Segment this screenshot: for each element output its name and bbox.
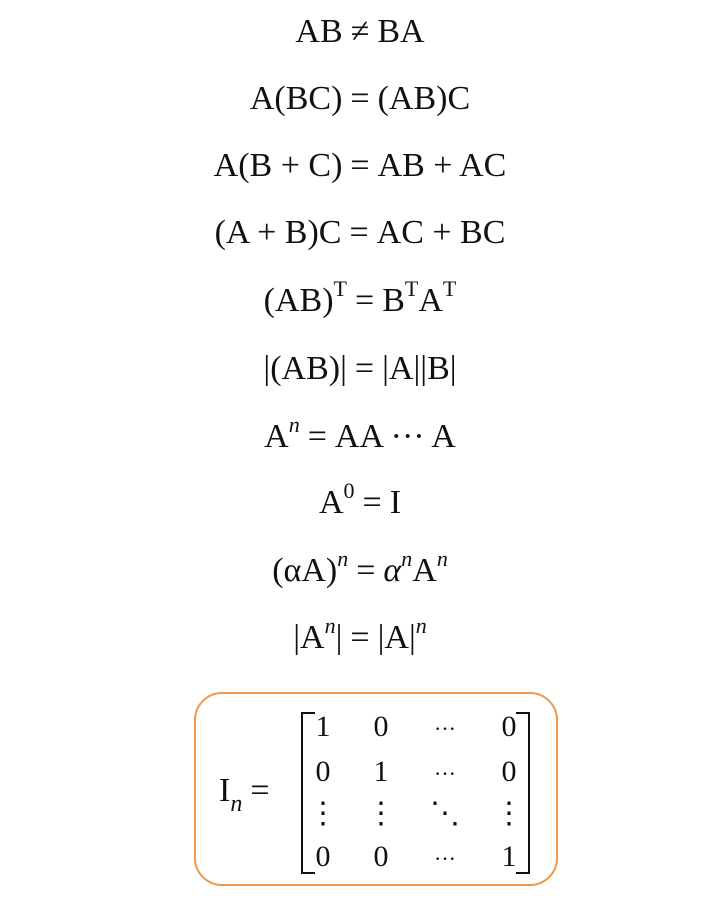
eq4-right: AC + BC <box>376 214 506 251</box>
eq4-left: (A + B)C <box>214 214 342 251</box>
eq5-left-base: (AB) <box>263 282 334 319</box>
eq9-r2: A <box>412 552 437 589</box>
eq1-right: BA <box>377 13 425 50</box>
matrix-cell-r1c1: 1 <box>315 710 331 743</box>
eq9-r2-sup: n <box>436 546 448 571</box>
matrix-cell-r3c4: ⋮ <box>494 797 524 830</box>
eq7-left-base: A <box>264 418 289 455</box>
eq9-r1: α <box>383 552 402 589</box>
eq5-r1-sup: T <box>404 276 419 301</box>
eq4-operator: = <box>349 214 369 251</box>
eq9-left-base: (αA) <box>272 552 338 589</box>
eq10-left-open: |A <box>293 619 325 656</box>
eq6-operator: = <box>354 350 375 387</box>
matrix-cell-r1c2: 0 <box>373 710 389 743</box>
equation-associativity <box>0 79 720 119</box>
eq8-operator: = <box>362 484 382 521</box>
matrix-cell-r3c1: ⋮ <box>308 797 338 830</box>
equation-matrix-power <box>0 412 720 457</box>
equation-left-distributivity <box>0 146 720 186</box>
eq7-operator: = <box>307 418 327 455</box>
matrix-cell-r4c1: 0 <box>315 840 331 873</box>
eq5-r2: A <box>418 282 443 319</box>
equation-determinant-power <box>0 613 720 658</box>
eq10-left-close: | <box>335 619 343 656</box>
eq10-left-sup: n <box>324 613 336 638</box>
eq6-right: |A||B| <box>382 350 457 387</box>
eq3-operator: = <box>350 147 370 184</box>
equation-zero-power <box>0 478 720 523</box>
eq5-left-sup: T <box>333 276 347 301</box>
eq2-operator: = <box>350 80 370 117</box>
eq2-left: A(BC) <box>249 80 343 117</box>
equation-scalar-power <box>0 546 720 591</box>
identity-label-base: I <box>219 772 231 809</box>
eq1-operator: ≠ <box>350 13 370 50</box>
eq5-r2-sup: T <box>442 276 457 301</box>
eq10-operator: = <box>350 619 370 656</box>
eq2-right: (AB)C <box>377 80 471 117</box>
equation-determinant-product <box>0 349 720 389</box>
eq6-left: |(AB)| <box>263 350 347 387</box>
matrix-cell-r4c4: 1 <box>501 840 517 873</box>
eq9-r1-sup: n <box>401 546 413 571</box>
matrix-cell-r2c3: ··· <box>434 761 456 786</box>
eq5-r1: B <box>382 282 405 319</box>
identity-matrix-label <box>219 771 278 817</box>
eq1-left: AB <box>295 13 343 50</box>
identity-operator: = <box>250 772 270 809</box>
matrix-cell-r4c2: 0 <box>373 840 389 873</box>
equation-right-distributivity <box>0 213 720 253</box>
matrix-cell-r2c2: 1 <box>373 755 389 788</box>
eq7-right: AA ··· A <box>334 418 456 455</box>
eq10-right-base: |A| <box>377 619 416 656</box>
equation-noncommutativity <box>0 12 720 52</box>
eq10-right-sup: n <box>415 613 427 638</box>
matrix-cell-r2c1: 0 <box>315 755 331 788</box>
eq8-right: I <box>389 484 402 521</box>
eq5-operator: = <box>355 282 375 319</box>
eq8-left-sup: 0 <box>343 478 355 503</box>
eq9-left-sup: n <box>337 546 349 571</box>
equation-transpose-product <box>0 276 720 321</box>
eq3-right: AB + AC <box>377 147 507 184</box>
identity-label-sub: n <box>230 791 243 817</box>
matrix-cell-r3c3: ⋱ <box>430 797 460 830</box>
eq7-left-sup: n <box>288 412 300 437</box>
matrix-cell-r1c3: ··· <box>434 716 456 741</box>
matrix-cell-r4c3: ··· <box>434 846 456 871</box>
matrix-cell-r1c4: 0 <box>501 710 517 743</box>
eq9-operator: = <box>356 552 376 589</box>
eq3-left: A(B + C) <box>213 147 343 184</box>
matrix-cell-r3c2: ⋮ <box>366 797 396 830</box>
matrix-cell-r2c4: 0 <box>501 755 517 788</box>
eq8-left-base: A <box>318 484 344 521</box>
